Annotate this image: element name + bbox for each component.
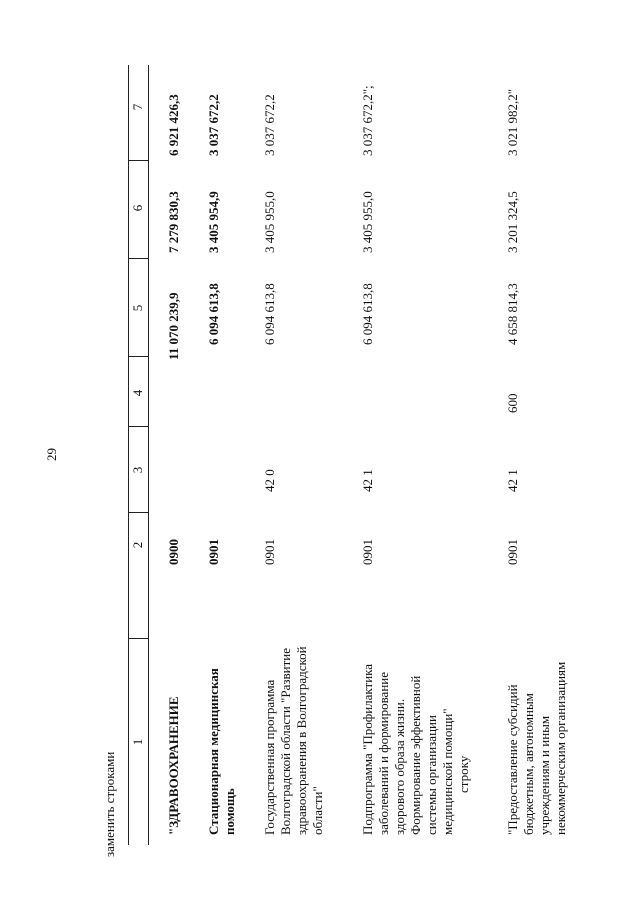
row-name: Государственная программа Волгоградской области "Развитие здравоохранения в Волгоградской области" bbox=[262, 646, 325, 835]
col-divider bbox=[128, 512, 148, 513]
row-value-col5: 6 094 613,8 bbox=[262, 283, 277, 345]
row-code: 0900 bbox=[166, 539, 181, 565]
row-name: "ЗДРАВООХРАНЕНИЕ bbox=[166, 696, 181, 835]
row-type-code: 600 bbox=[505, 393, 520, 413]
row-name: "Предоставление субсидий бюджетным, автономным учреждениям и иным некоммерческим организациям bbox=[505, 661, 568, 835]
col-divider bbox=[128, 356, 148, 357]
column-header: 5 bbox=[130, 304, 145, 312]
row-name: Подпрограмма "Профилактика заболеваний и формирование здорового образа жизни. Формирование эффективной системы организации медицинской помощи" bbox=[360, 663, 455, 835]
row-value-col5: 11 070 239,9 bbox=[166, 292, 181, 360]
mid-text: строку bbox=[456, 755, 471, 793]
column-header: 1 bbox=[130, 738, 145, 746]
col-divider bbox=[128, 426, 148, 427]
row-code: 0901 bbox=[262, 539, 277, 565]
row-value-col6: 7 279 830,3 bbox=[166, 191, 181, 253]
row-subcode: 42 1 bbox=[360, 469, 375, 492]
row-value-col6: 3 405 955,0 bbox=[262, 191, 277, 253]
column-header: 2 bbox=[130, 541, 145, 549]
row-subcode: 42 1 bbox=[505, 469, 520, 492]
row-value-col5: 6 094 613,8 bbox=[360, 283, 375, 345]
page-number: 29 bbox=[44, 448, 59, 461]
column-header: 6 bbox=[130, 204, 145, 212]
intro-text: заменить строками bbox=[102, 751, 117, 857]
col-divider bbox=[128, 258, 148, 259]
row-code: 0901 bbox=[360, 539, 375, 565]
row-value-col5: 6 094 613,8 bbox=[206, 283, 221, 345]
row-value-col7: 3 021 982,2" bbox=[505, 88, 520, 156]
row-value-col5: 4 658 814,3 bbox=[505, 283, 520, 345]
row-value-col6: 3 405 954,9 bbox=[206, 191, 221, 253]
col-divider bbox=[128, 160, 148, 161]
row-value-col7: 3 037 672,2 bbox=[206, 94, 221, 156]
table-header-rule bbox=[148, 65, 149, 845]
row-value-col7: 3 037 672,2 bbox=[262, 94, 277, 156]
row-code: 0901 bbox=[206, 539, 221, 565]
column-header: 3 bbox=[130, 466, 145, 474]
row-value-col7: 3 037 672,2"; bbox=[360, 85, 375, 156]
row-value-col6: 3 405 955,0 bbox=[360, 191, 375, 253]
table-top-rule bbox=[128, 65, 129, 845]
row-value-col6: 3 201 324,5 bbox=[505, 191, 520, 253]
col-divider bbox=[128, 638, 148, 639]
column-header: 7 bbox=[130, 103, 145, 111]
row-code: 0901 bbox=[505, 539, 520, 565]
row-subcode: 42 0 bbox=[262, 469, 277, 492]
column-header: 4 bbox=[130, 389, 145, 397]
row-name: Стационарная медицинская помощь bbox=[206, 668, 237, 835]
row-value-col7: 6 921 426,3 bbox=[166, 94, 181, 156]
